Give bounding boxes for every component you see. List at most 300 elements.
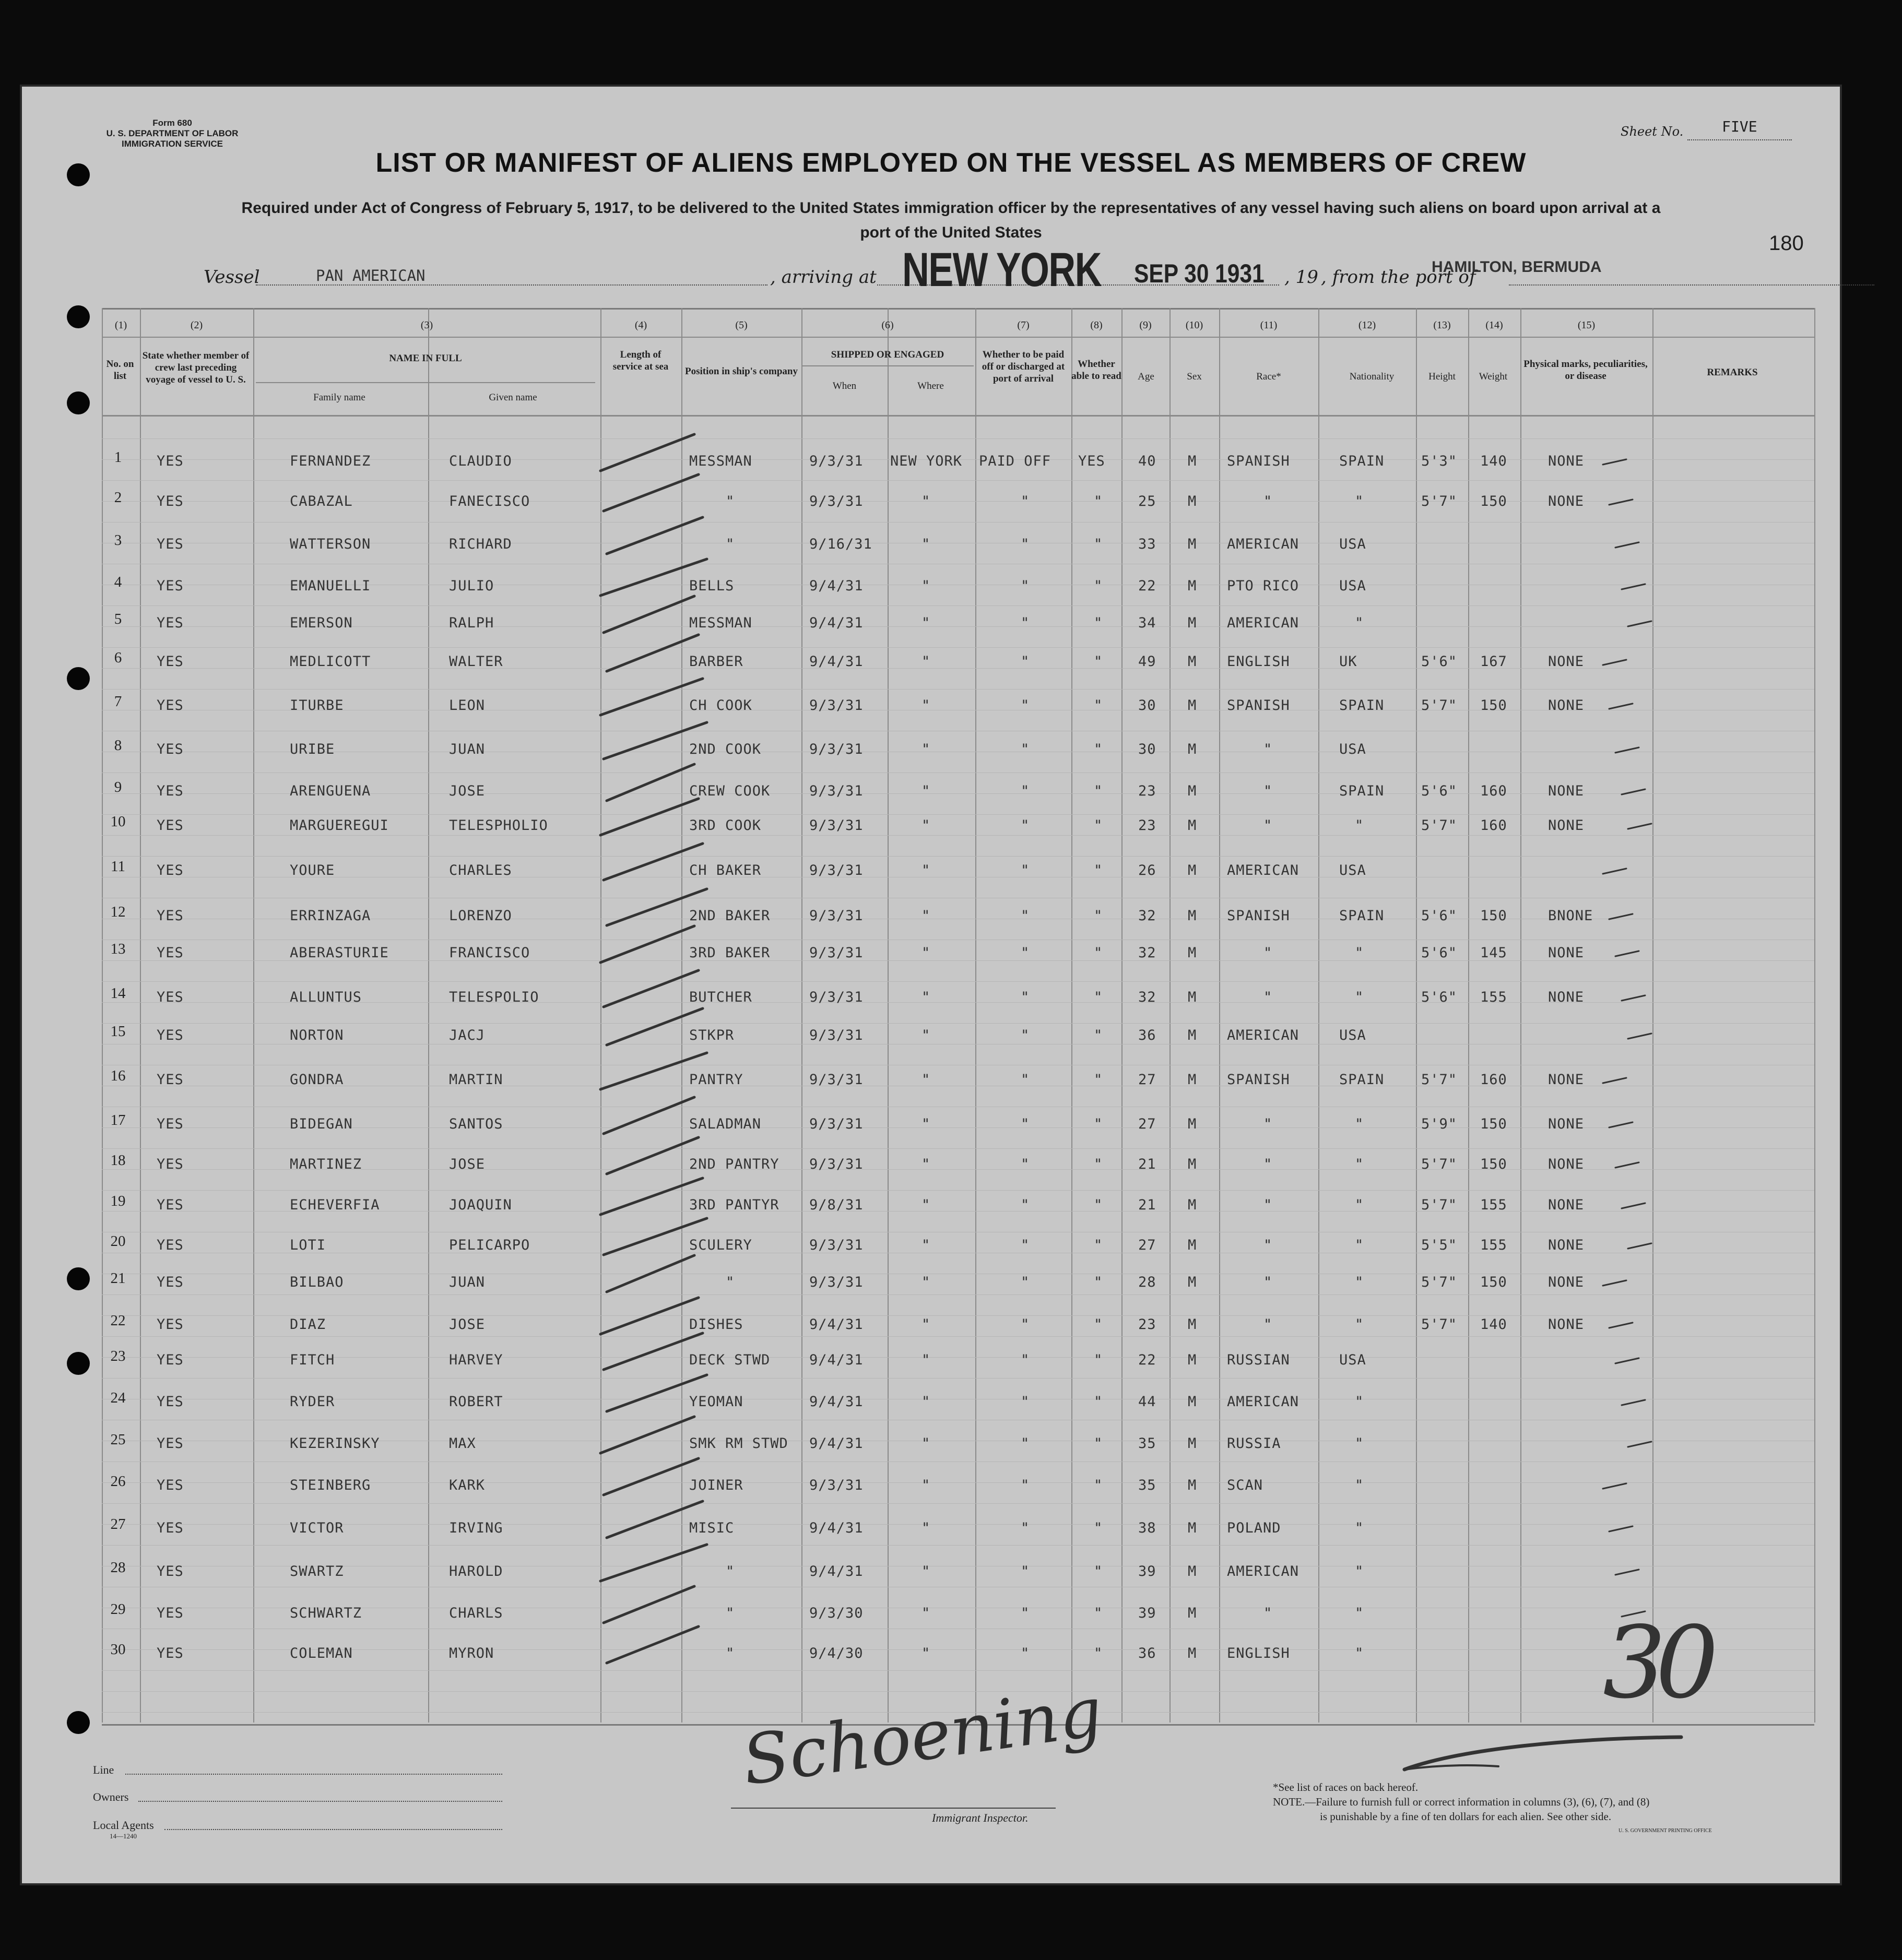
shipped-where: " xyxy=(922,1237,931,1253)
family-name: MARTINEZ xyxy=(290,1156,362,1172)
paid-off: " xyxy=(1021,1520,1030,1536)
sex: M xyxy=(1188,1274,1197,1290)
able-to-read: " xyxy=(1094,697,1103,714)
given-name: LEON xyxy=(449,697,486,714)
able-to-read: " xyxy=(1094,783,1103,799)
row-number: 3 xyxy=(114,532,122,549)
paid-off: " xyxy=(1021,817,1030,834)
paid-off: " xyxy=(1021,1394,1030,1410)
paid-off: " xyxy=(1021,1605,1030,1621)
row-number: 2 xyxy=(114,489,122,506)
sex: M xyxy=(1188,1156,1197,1172)
family-name: ARENGUENA xyxy=(290,783,371,799)
family-name: DIAZ xyxy=(290,1316,326,1333)
age: 23 xyxy=(1138,783,1156,799)
able-to-read: " xyxy=(1094,1156,1103,1172)
shipped-where: " xyxy=(922,654,931,670)
physical-marks: NONE xyxy=(1548,654,1585,670)
given-name: IRVING xyxy=(449,1520,503,1536)
paid-off: " xyxy=(1021,1274,1030,1290)
age: 23 xyxy=(1138,1316,1156,1333)
crew-status: YES xyxy=(157,493,184,509)
printer-credit: U. S. GOVERNMENT PRINTING OFFICE xyxy=(1619,1828,1712,1834)
from-label: , from the port of xyxy=(1321,267,1476,288)
family-name: STEINBERG xyxy=(290,1477,371,1493)
able-to-read: YES xyxy=(1078,453,1105,469)
able-to-read: " xyxy=(1094,578,1103,594)
height: 5'7" xyxy=(1421,1197,1458,1213)
age: 34 xyxy=(1138,615,1156,631)
family-name: NORTON xyxy=(290,1027,344,1043)
column-number: (10) xyxy=(1185,319,1203,331)
header-age: Age xyxy=(1138,371,1154,382)
able-to-read: " xyxy=(1094,1563,1103,1579)
race: " xyxy=(1263,817,1273,834)
remarks-tick xyxy=(1609,500,1633,505)
shipped-when: 9/3/31 xyxy=(809,1156,864,1172)
family-name: ALLUNTUS xyxy=(290,989,362,1005)
year-label: , 19 xyxy=(1284,267,1318,288)
sex: M xyxy=(1188,908,1197,924)
family-name: MEDLICOTT xyxy=(290,654,371,670)
given-name: MYRON xyxy=(449,1645,494,1661)
remarks-tick xyxy=(1622,789,1645,794)
row-number: 15 xyxy=(110,1023,126,1040)
race: RUSSIA xyxy=(1227,1435,1281,1452)
header-weight: Weight xyxy=(1479,371,1508,382)
shipped-where: " xyxy=(922,536,931,552)
header-name-in-full: NAME IN FULL xyxy=(389,353,462,364)
sex: M xyxy=(1188,1520,1197,1536)
sex: M xyxy=(1188,817,1197,834)
shipped-where: " xyxy=(922,1477,931,1493)
row-number: 13 xyxy=(110,941,126,957)
shipped-where: " xyxy=(922,989,931,1005)
paid-off: " xyxy=(1021,1237,1030,1253)
header-physical-marks: Physical marks, peculiarities, or disease xyxy=(1523,359,1648,382)
sex: M xyxy=(1188,1645,1197,1661)
crew-status: YES xyxy=(157,1605,184,1621)
nationality: USA xyxy=(1339,578,1366,594)
position: DISHES xyxy=(689,1316,743,1333)
crew-status: YES xyxy=(157,697,184,714)
given-name: FRANCISCO xyxy=(449,945,530,961)
race: AMERICAN xyxy=(1227,615,1299,631)
nationality: SPAIN xyxy=(1339,783,1385,799)
service-check-mark xyxy=(607,764,694,801)
inspector-label: Immigrant Inspector. xyxy=(932,1811,1029,1824)
sex: M xyxy=(1188,1072,1197,1088)
requirement-text: Required under Act of Congress of February 5, 1917, to be delivered to the United States immigration officer by the representatives of any vessel having such aliens on board upon arrival at a xyxy=(241,199,1661,217)
row-number: 25 xyxy=(110,1431,126,1448)
arriving-label: , arriving at xyxy=(770,267,877,288)
nationality: " xyxy=(1355,1237,1364,1253)
header-length-of-service: Length of service at sea xyxy=(612,349,669,372)
failure-note: NOTE.—Failure to furnish full or correct information in columns (3), (6), (7), and (8) xyxy=(1273,1796,1650,1808)
sex: M xyxy=(1188,578,1197,594)
page-title: LIST OR MANIFEST OF ALIENS EMPLOYED ON THE VESSEL AS MEMBERS OF CREW xyxy=(375,148,1527,178)
physical-marks: NONE xyxy=(1548,1237,1585,1253)
race: SCAN xyxy=(1227,1477,1263,1493)
column-number: (11) xyxy=(1260,319,1278,331)
height: 5'7" xyxy=(1421,817,1458,834)
able-to-read: " xyxy=(1094,1027,1103,1043)
paid-off: " xyxy=(1021,615,1030,631)
able-to-read: " xyxy=(1094,1394,1103,1410)
race: " xyxy=(1263,989,1273,1005)
race: SPANISH xyxy=(1227,908,1290,924)
physical-marks: BNONE xyxy=(1548,908,1593,924)
given-name: JACJ xyxy=(449,1027,486,1043)
remarks-tick xyxy=(1603,1280,1626,1286)
service-check-mark xyxy=(604,1458,699,1495)
given-name: KARK xyxy=(449,1477,486,1493)
sex: M xyxy=(1188,1435,1197,1452)
column-number: (7) xyxy=(1017,319,1030,331)
age: 30 xyxy=(1138,697,1156,714)
shipped-where: " xyxy=(922,1605,931,1621)
able-to-read: " xyxy=(1094,1435,1103,1452)
height: 5'7" xyxy=(1421,1156,1458,1172)
position: JOINER xyxy=(689,1477,743,1493)
given-name: JUAN xyxy=(449,741,486,757)
age: 35 xyxy=(1138,1435,1156,1452)
paid-off: " xyxy=(1021,783,1030,799)
position: CH BAKER xyxy=(689,862,762,878)
crew-status: YES xyxy=(157,862,184,878)
nationality: SPAIN xyxy=(1339,453,1385,469)
shipped-where: " xyxy=(922,1316,931,1333)
race: " xyxy=(1263,1274,1273,1290)
weight: 155 xyxy=(1480,1197,1507,1213)
row-number: 27 xyxy=(110,1516,126,1533)
given-name: FANECISCO xyxy=(449,493,530,509)
height: 5'7" xyxy=(1421,493,1458,509)
race: ENGLISH xyxy=(1227,654,1290,670)
family-name: ERRINZAGA xyxy=(290,908,371,924)
column-number: (1) xyxy=(114,319,127,331)
service-check-mark xyxy=(604,970,699,1007)
age: 22 xyxy=(1138,578,1156,594)
nationality: USA xyxy=(1339,1352,1366,1368)
age: 22 xyxy=(1138,1352,1156,1368)
nationality: " xyxy=(1355,817,1364,834)
row-number: 11 xyxy=(111,858,125,875)
service-check-mark xyxy=(604,1097,694,1134)
able-to-read: " xyxy=(1094,1645,1103,1661)
shipped-when: 9/3/31 xyxy=(809,1072,864,1088)
paid-off: " xyxy=(1021,536,1030,552)
row-number: 22 xyxy=(110,1312,126,1329)
race: " xyxy=(1263,1197,1273,1213)
column-number: (13) xyxy=(1433,319,1451,331)
header-sex: Sex xyxy=(1187,371,1202,382)
nationality: " xyxy=(1355,1563,1364,1579)
shipped-where: " xyxy=(922,1645,931,1661)
given-name: HAROLD xyxy=(449,1563,503,1579)
header-height: Height xyxy=(1428,371,1456,382)
sex: M xyxy=(1188,1394,1197,1410)
nationality: " xyxy=(1355,1605,1364,1621)
shipped-when: 9/3/31 xyxy=(809,1477,864,1493)
shipped-where: " xyxy=(922,817,931,834)
paid-off: " xyxy=(1021,654,1030,670)
remarks-tick xyxy=(1603,660,1626,665)
remarks-tick xyxy=(1603,1078,1626,1083)
shipped-when: 9/4/31 xyxy=(809,1520,864,1536)
nationality: " xyxy=(1355,1116,1364,1132)
family-name: LOTI xyxy=(290,1237,326,1253)
physical-marks: NONE xyxy=(1548,1072,1585,1088)
weight: 150 xyxy=(1480,1156,1507,1172)
nationality: USA xyxy=(1339,1027,1366,1043)
weight: 140 xyxy=(1480,453,1507,469)
nationality: USA xyxy=(1339,741,1366,757)
race: " xyxy=(1263,741,1273,757)
header-member-of-crew: State whether member of crew last preceding voyage of vessel to U. S. xyxy=(142,350,250,385)
family-name: BIDEGAN xyxy=(290,1116,353,1132)
family-name: URIBE xyxy=(290,741,335,757)
given-name: RALPH xyxy=(449,615,494,631)
service-check-mark xyxy=(607,1137,699,1174)
shipped-where: " xyxy=(922,493,931,509)
row-number: 8 xyxy=(114,737,122,754)
service-check-mark xyxy=(604,596,694,633)
crew-status: YES xyxy=(157,1520,184,1536)
given-name: CLAUDIO xyxy=(449,453,512,469)
nationality: " xyxy=(1355,1156,1364,1172)
age: 33 xyxy=(1138,536,1156,552)
paid-off: " xyxy=(1021,1435,1030,1452)
paid-off: " xyxy=(1021,1563,1030,1579)
row-number: 29 xyxy=(110,1601,126,1618)
race: RUSSIAN xyxy=(1227,1352,1290,1368)
shipped-where: " xyxy=(922,862,931,878)
nationality: USA xyxy=(1339,536,1366,552)
given-name: HARVEY xyxy=(449,1352,503,1368)
position: " xyxy=(726,536,735,552)
arrival-port: NEW YORK xyxy=(902,243,1101,296)
shipped-when: 9/3/31 xyxy=(809,945,864,961)
position: SALADMAN xyxy=(689,1116,762,1132)
column-number: (15) xyxy=(1577,319,1596,331)
age: 39 xyxy=(1138,1563,1156,1579)
able-to-read: " xyxy=(1094,908,1103,924)
able-to-read: " xyxy=(1094,1274,1103,1290)
shipped-where: " xyxy=(922,908,931,924)
local-agents-label: Local Agents xyxy=(93,1819,154,1832)
height: 5'6" xyxy=(1421,945,1458,961)
weight: 145 xyxy=(1480,945,1507,961)
sex: M xyxy=(1188,697,1197,714)
height: 5'7" xyxy=(1421,1072,1458,1088)
position: BUTCHER xyxy=(689,989,752,1005)
family-name: EMERSON xyxy=(290,615,353,631)
age: 30 xyxy=(1138,741,1156,757)
crew-status: YES xyxy=(157,741,184,757)
crew-status: YES xyxy=(157,1197,184,1213)
service-check-mark xyxy=(600,434,694,471)
shipped-when: 9/3/31 xyxy=(809,1274,864,1290)
service-check-mark xyxy=(604,1333,703,1370)
shipped-when: 9/3/31 xyxy=(809,783,864,799)
remarks-tick xyxy=(1603,1483,1626,1489)
sex: M xyxy=(1188,1605,1197,1621)
age: 32 xyxy=(1138,989,1156,1005)
shipped-when: 9/3/31 xyxy=(809,989,864,1005)
nationality: USA xyxy=(1339,862,1366,878)
given-name: CHARLS xyxy=(449,1605,503,1621)
physical-marks: NONE xyxy=(1548,1274,1585,1290)
row-number: 19 xyxy=(110,1193,126,1209)
sex: M xyxy=(1188,989,1197,1005)
age: 36 xyxy=(1138,1027,1156,1043)
age: 27 xyxy=(1138,1072,1156,1088)
header-where: Where xyxy=(917,381,944,391)
family-name: BILBAO xyxy=(290,1274,344,1290)
paid-off: " xyxy=(1021,908,1030,924)
position: " xyxy=(726,493,735,509)
row-number: 23 xyxy=(110,1348,126,1364)
able-to-read: " xyxy=(1094,654,1103,670)
service-check-mark xyxy=(604,474,699,511)
position: 2ND BAKER xyxy=(689,908,771,924)
family-name: FITCH xyxy=(290,1352,335,1368)
family-name: YOURE xyxy=(290,862,335,878)
remarks-tick xyxy=(1603,459,1626,465)
given-name: WALTER xyxy=(449,654,503,670)
position: BELLS xyxy=(689,578,735,594)
paid-off: " xyxy=(1021,862,1030,878)
remarks-tick xyxy=(1603,869,1626,874)
sex: M xyxy=(1188,1197,1197,1213)
service-check-mark xyxy=(607,635,699,671)
crew-status: YES xyxy=(157,1645,184,1661)
crew-status: YES xyxy=(157,945,184,961)
able-to-read: " xyxy=(1094,536,1103,552)
height: 5'7" xyxy=(1421,1316,1458,1333)
page-number: 180 xyxy=(1769,232,1804,255)
given-name: SANTOS xyxy=(449,1116,503,1132)
able-to-read: " xyxy=(1094,817,1103,834)
shipped-where: " xyxy=(922,1394,931,1410)
position: SMK RM STWD xyxy=(689,1435,788,1452)
crew-status: YES xyxy=(157,1352,184,1368)
shipped-where: " xyxy=(922,1435,931,1452)
family-name: ITURBE xyxy=(290,697,344,714)
line-label: Line xyxy=(93,1763,114,1776)
crew-status: YES xyxy=(157,817,184,834)
family-name: VICTOR xyxy=(290,1520,344,1536)
shipped-where: " xyxy=(922,1197,931,1213)
service-check-mark xyxy=(607,1626,699,1663)
physical-marks: NONE xyxy=(1548,945,1585,961)
crew-status: YES xyxy=(157,1274,184,1290)
crew-status: YES xyxy=(157,1237,184,1253)
crew-status: YES xyxy=(157,536,184,552)
nationality: UK xyxy=(1339,654,1357,670)
header-no-on-list: No. on list xyxy=(106,359,134,382)
column-number: (4) xyxy=(634,319,647,331)
column-number: (5) xyxy=(735,319,748,331)
position: 3RD COOK xyxy=(689,817,762,834)
service-check-mark xyxy=(600,1298,699,1334)
position: STKPR xyxy=(689,1027,735,1043)
row-number: 12 xyxy=(110,904,126,920)
header-given-name: Given name xyxy=(489,392,537,403)
race: SPANISH xyxy=(1227,697,1290,714)
physical-marks: NONE xyxy=(1548,989,1585,1005)
race: " xyxy=(1263,493,1273,509)
remarks-tick xyxy=(1609,1323,1633,1328)
shipped-where: " xyxy=(922,1072,931,1088)
physical-marks: NONE xyxy=(1548,1316,1585,1333)
remarks-tick xyxy=(1615,747,1639,753)
given-name: JOSE xyxy=(449,783,486,799)
header-family-name: Family name xyxy=(313,392,365,403)
position: MESSMAN xyxy=(689,453,752,469)
shipped-when: 9/3/31 xyxy=(809,493,864,509)
column-number: (2) xyxy=(190,319,203,331)
age: 21 xyxy=(1138,1156,1156,1172)
remarks-tick xyxy=(1628,1034,1651,1039)
sex: M xyxy=(1188,493,1197,509)
row-number: 26 xyxy=(110,1473,126,1490)
given-name: JOSE xyxy=(449,1156,486,1172)
handwritten-total: 30 xyxy=(1603,1605,1708,1720)
remarks-tick xyxy=(1622,584,1645,589)
row-number: 14 xyxy=(110,985,126,1002)
sex: M xyxy=(1188,1563,1197,1579)
form-number: Form 680 xyxy=(152,118,192,128)
column-number: (9) xyxy=(1139,319,1152,331)
service-check-mark xyxy=(607,1501,703,1538)
remarks-tick xyxy=(1609,704,1633,709)
family-name: FERNANDEZ xyxy=(290,453,371,469)
header-able-to-read: Whether able to read xyxy=(1071,359,1121,382)
able-to-read: " xyxy=(1094,945,1103,961)
age: 38 xyxy=(1138,1520,1156,1536)
position: " xyxy=(726,1563,735,1579)
row-number: 28 xyxy=(110,1559,126,1576)
weight: 155 xyxy=(1480,989,1507,1005)
shipped-when: 9/3/31 xyxy=(809,741,864,757)
shipped-when: 9/16/31 xyxy=(809,536,872,552)
row-number: 16 xyxy=(110,1067,126,1084)
service-check-mark xyxy=(604,1586,694,1623)
races-note: *See list of races on back hereof. xyxy=(1273,1781,1419,1793)
row-number: 1 xyxy=(114,449,122,466)
row-number: 21 xyxy=(110,1270,126,1287)
crew-status: YES xyxy=(157,908,184,924)
physical-marks: NONE xyxy=(1548,493,1585,509)
nationality: " xyxy=(1355,615,1364,631)
position: MESSMAN xyxy=(689,615,752,631)
shipped-where: " xyxy=(922,1520,931,1536)
shipped-when: 9/3/30 xyxy=(809,1605,864,1621)
position: BARBER xyxy=(689,654,743,670)
paid-off: " xyxy=(1021,578,1030,594)
service-check-mark xyxy=(600,799,699,835)
able-to-read: " xyxy=(1094,1237,1103,1253)
given-name: RICHARD xyxy=(449,536,512,552)
paid-off: " xyxy=(1021,741,1030,757)
nationality: " xyxy=(1355,1316,1364,1333)
position: 3RD PANTYR xyxy=(689,1197,779,1213)
weight: 160 xyxy=(1480,783,1507,799)
column-number: (14) xyxy=(1485,319,1503,331)
sex: M xyxy=(1188,654,1197,670)
